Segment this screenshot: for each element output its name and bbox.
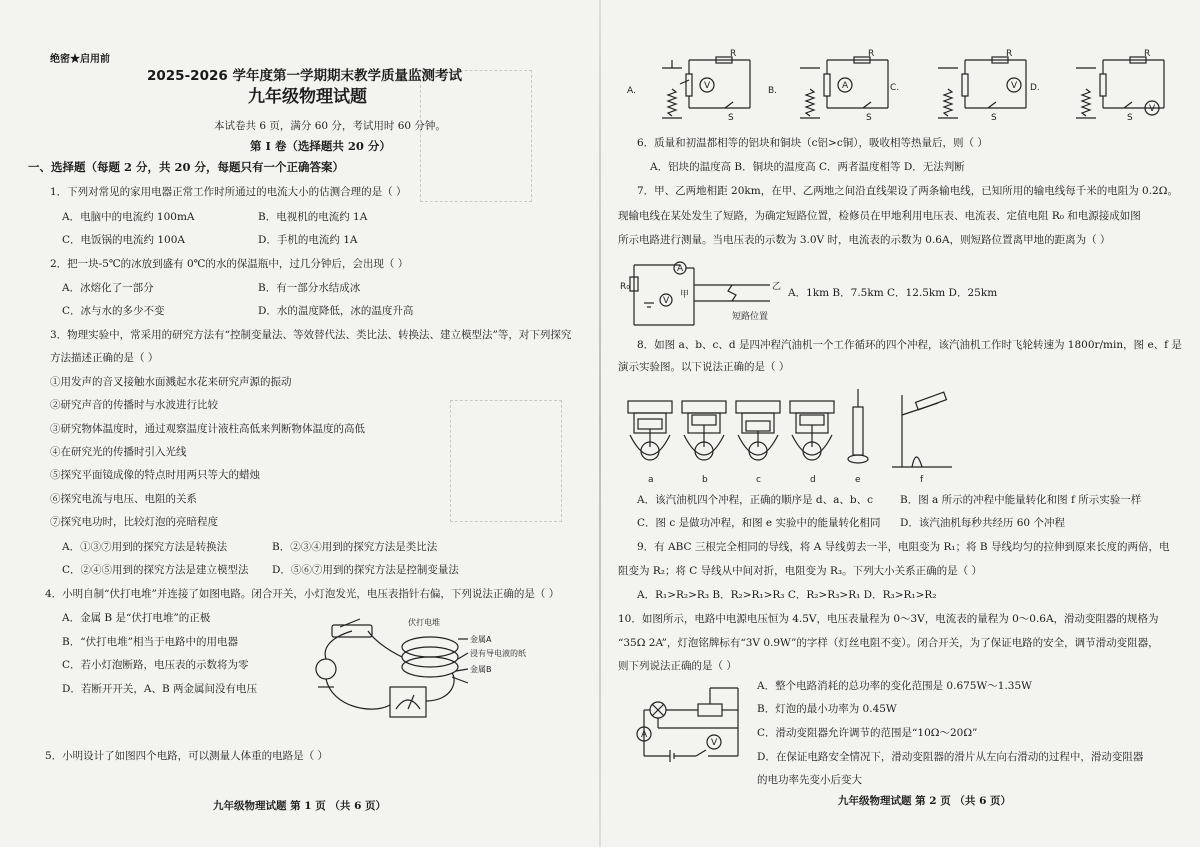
fig-label-soaked-paper: 浸有导电液的纸 (470, 649, 526, 658)
q5-circuit-c (938, 49, 1040, 123)
bleed-through-mark (450, 400, 562, 522)
svg-text:乙: 乙 (772, 282, 782, 292)
q3-option-a: A．①③⑦用到的探究方法是转换法 (62, 541, 228, 553)
q4-stem: 4．小明自制“伏打电堆”并连接了如图电路。闭合开关，小灯泡发光，电压表指针右偏，下列说法正确的是（ ） (45, 588, 560, 600)
q5-circuit-options (620, 50, 1180, 125)
q1-option-d: D．手机的电流约 1A (258, 234, 358, 246)
q1-option-b: B．电视机的电流约 1A (258, 211, 368, 223)
q8-option-a: A．该汽油机四个冲程，正确的顺序是 d、a、b、c (637, 494, 874, 506)
q10-option-d-line2: 的电功率先变小后变大 (757, 774, 862, 786)
svg-text:V: V (1011, 81, 1018, 91)
q6-stem: 6．质量和初温都相等的铝块和铜块（c铝>c铜），吸收相等热量后，则（ ） (637, 137, 988, 149)
q3-item-6: ⑥探究电流与电压、电阻的关系 (50, 493, 197, 505)
q10-option-d-line1: D．在保证电路安全情况下，滑动变阻器的滑片从左向右滑动的过程中，滑动变阻器 (757, 751, 1144, 763)
q8-stem-line1: 8．如图 a、b、c、d 是四冲程汽油机一个工作循环的四个冲程，该汽油机工作时飞轮转速为 1800r/min，图 e、f 是 (637, 339, 1182, 351)
bleed-through-mark (420, 70, 532, 202)
q3-stem-line1: 3．物理实验中，常采用的研究方法有“控制变量法、等效替代法、类比法、转换法、建立模型法”等，对下列探究 (50, 329, 572, 341)
svg-text:S: S (866, 113, 872, 123)
svg-text:V: V (711, 738, 718, 748)
svg-text:V: V (704, 81, 711, 91)
q4-option-d: D．若断开开关，A、B 两金属间没有电压 (62, 683, 258, 695)
q3-item-5: ⑤探究平面镜成像的特点时用两只等大的蜡烛 (50, 469, 260, 481)
svg-text:d: d (810, 475, 816, 485)
q5-circuit-b (768, 49, 899, 123)
q8-stem-line2: 演示实验图。以下说法正确的是（ ） (618, 361, 790, 373)
q3-option-c: C．②④⑤用到的探究方法是建立模型法 (62, 564, 249, 576)
engine-c (736, 401, 780, 485)
fruit-battery-figure (312, 617, 526, 727)
svg-text:A: A (842, 81, 849, 91)
svg-text:R: R (1006, 49, 1013, 59)
svg-text:R: R (730, 49, 737, 59)
q7-stem-line1: 7．甲、乙两地相距 20km，在甲、乙两地之间沿直线架设了两条输电线，已知所用的输电线每千米的电阻为 0.2Ω。 (637, 185, 1178, 197)
q4-option-b: B．“伏打电堆”相当于电路中的用电器 (62, 636, 238, 648)
svg-text:V: V (663, 296, 670, 306)
q7-stem-line2: 现输电线在某处发生了短路，为确定短路位置，检修员在甲地利用电压表、电流表、定值电阻 R₀ 和电源接成如图 (618, 210, 1141, 222)
page-2 (600, 0, 1200, 847)
q3-stem-line2: 方法描述正确的是（ ） (50, 352, 159, 364)
svg-text:A: A (677, 264, 684, 274)
section-title: 一、选择题（每题 2 分，共 20 分，每题只有一个正确答案） (28, 160, 345, 174)
q7-options: A．1km B．7.5km C．12.5km D．25km (788, 287, 998, 299)
voltmeter-box (390, 687, 426, 717)
q9-stem-line2: 阻变为 R₂；将 C 导线从中间对折，电阻变为 R₃。下列大小关系正确的是（ ） (618, 565, 982, 577)
q2-option-d: D．水的温度降低，冰的温度升高 (258, 305, 414, 317)
q3-item-3: ③研究物体温度时，通过观察温度计液柱高低来判断物体温度的高低 (50, 423, 365, 435)
q1-stem: 1．下列对常见的家用电器正常工作时所通过的电流大小的估测合理的是（ ） (50, 186, 407, 198)
q10-option-b: B．灯泡的最小功率为 0.45W (757, 703, 897, 715)
subject-title: 九年级物理试题 (248, 87, 367, 107)
exam-title: 2025-2026 学年度第一学期期末教学质量监测考试 (147, 68, 462, 84)
engine-d (790, 401, 834, 485)
q4-option-a: A．金属 B 是“伏打电堆”的正极 (62, 612, 211, 624)
svg-text:R: R (868, 49, 875, 59)
q2-option-c: C．冰与水的多少不变 (62, 305, 165, 317)
q5-circuit-d (1076, 49, 1164, 123)
q3-option-d: D．⑤⑥⑦用到的探究方法是控制变量法 (272, 564, 459, 576)
q6-options: A．铝块的温度高 B．铜块的温度高 C．两者温度相等 D．无法判断 (650, 161, 965, 173)
q10-circuit-figure (630, 680, 750, 775)
svg-text:f: f (920, 475, 924, 485)
q9-options: A．R₁>R₂>R₃ B．R₂>R₁>R₃ C．R₂>R₃>R₁ D．R₃>R₁>R₂ (637, 589, 937, 601)
confidential-mark: 绝密★启用前 (50, 54, 110, 65)
q10-stem-line1: 10．如图所示，电路中电源电压恒为 4.5V，电压表量程为 0～3V，电流表的量程为 0～0.6A，滑动变阻器的规格为 (618, 613, 1159, 625)
q10-stem-line2: “35Ω 2A”，灯泡铭牌标有“3V 0.9W”的字样（灯丝电阻不变）。闭合开关，为了保证电路的安全，调节滑动变阻器， (618, 637, 1159, 649)
svg-text:R: R (1144, 49, 1151, 59)
q7-stem-line3: 所示电路进行测量。当电压表的示数为 3.0V 时，电流表的示数为 0.6A，则短路位置离甲地的距离为（ ） (618, 234, 1111, 246)
page-1-footer: 九年级物理试题 第 1 页 （共 6 页） (213, 800, 387, 812)
svg-text:e: e (855, 475, 861, 485)
svg-text:短路位置: 短路位置 (732, 312, 769, 322)
svg-text:c: c (756, 475, 761, 485)
experiment-f (892, 392, 952, 485)
q4-option-c: C．若小灯泡断路，电压表的示数将为零 (62, 659, 249, 671)
q1-option-a: A．电脑中的电流约 100mA (62, 211, 195, 223)
fig-label-fruit-battery: 伏打电堆 (408, 618, 440, 627)
q3-item-2: ②研究声音的传播时与水波进行比较 (50, 399, 218, 411)
q8-engine-figure (622, 385, 1042, 485)
svg-text:甲: 甲 (680, 290, 690, 300)
svg-text:a: a (648, 475, 654, 485)
q8-option-b: B．图 a 所示的冲程中能量转化和图 f 所示实验一样 (900, 494, 1142, 506)
svg-text:D.: D. (1030, 83, 1040, 93)
q10-stem-line3: 则下列说法正确的是（ ） (618, 660, 737, 672)
switch-lever (340, 619, 360, 627)
q3-option-b: B．②③④用到的探究方法是类比法 (272, 541, 438, 553)
q3-item-1: ①用发声的音叉接触水面溅起水花来研究声源的振动 (50, 376, 292, 388)
fig-label-metal-b: 金属B (470, 665, 492, 674)
q10-option-c: C．滑动变阻器允许调节的范围是“10Ω～20Ω” (757, 727, 978, 739)
svg-text:S: S (1127, 113, 1133, 123)
q7-circuit-figure (620, 255, 790, 330)
exam-info: 本试卷共 6 页，满分 60 分，考试用时 60 分钟。 (214, 120, 446, 132)
svg-text:S: S (991, 113, 997, 123)
page-2-footer: 九年级物理试题 第 2 页 （共 6 页） (838, 795, 1012, 807)
engine-a (628, 401, 672, 485)
svg-text:S: S (728, 113, 734, 123)
q2-option-b: B．有一部分水结成冰 (258, 282, 361, 294)
q3-item-4: ④在研究光的传播时引入光线 (50, 446, 187, 458)
q5-stem: 5．小明设计了如图四个电路，可以测量人体重的电路是（ ） (45, 750, 329, 762)
q9-stem-line1: 9．有 ABC 三根完全相同的导线，将 A 导线剪去一半，电阻变为 R₁；将 B 导线均匀的拉伸到原来长度的两倍，电 (637, 541, 1170, 553)
experiment-e (848, 389, 868, 485)
q5-circuit-a (627, 49, 750, 123)
q3-item-7: ⑦探究电功时，比较灯泡的亮暗程度 (50, 516, 218, 528)
q1-option-c: C．电饭锅的电流约 100A (62, 234, 185, 246)
engine-b (682, 401, 726, 485)
svg-text:b: b (702, 475, 708, 485)
q2-option-a: A．冰熔化了一部分 (62, 282, 154, 294)
part-title: 第 I 卷（选择题共 20 分） (250, 139, 391, 153)
q8-option-c: C．图 c 是做功冲程，和图 e 实验中的能量转化相同 (637, 517, 881, 529)
svg-text:A.: A. (627, 86, 636, 96)
fig-label-metal-a: 金属A (470, 635, 492, 644)
svg-text:R₀: R₀ (620, 282, 630, 292)
q2-stem: 2．把一块-5℃的冰放到盛有 0℃的水的保温瓶中，过几分钟后，会出现（ ） (50, 258, 409, 270)
q8-option-d: D．该汽油机每秒共经历 60 个冲程 (900, 517, 1065, 529)
svg-text:A: A (641, 730, 648, 740)
svg-text:V: V (1149, 104, 1156, 114)
svg-text:C.: C. (890, 83, 900, 93)
q10-option-a: A．整个电路消耗的总功率的变化范围是 0.675W～1.35W (757, 680, 1032, 692)
lamp-bulb (316, 659, 336, 679)
svg-text:B.: B. (768, 86, 778, 96)
